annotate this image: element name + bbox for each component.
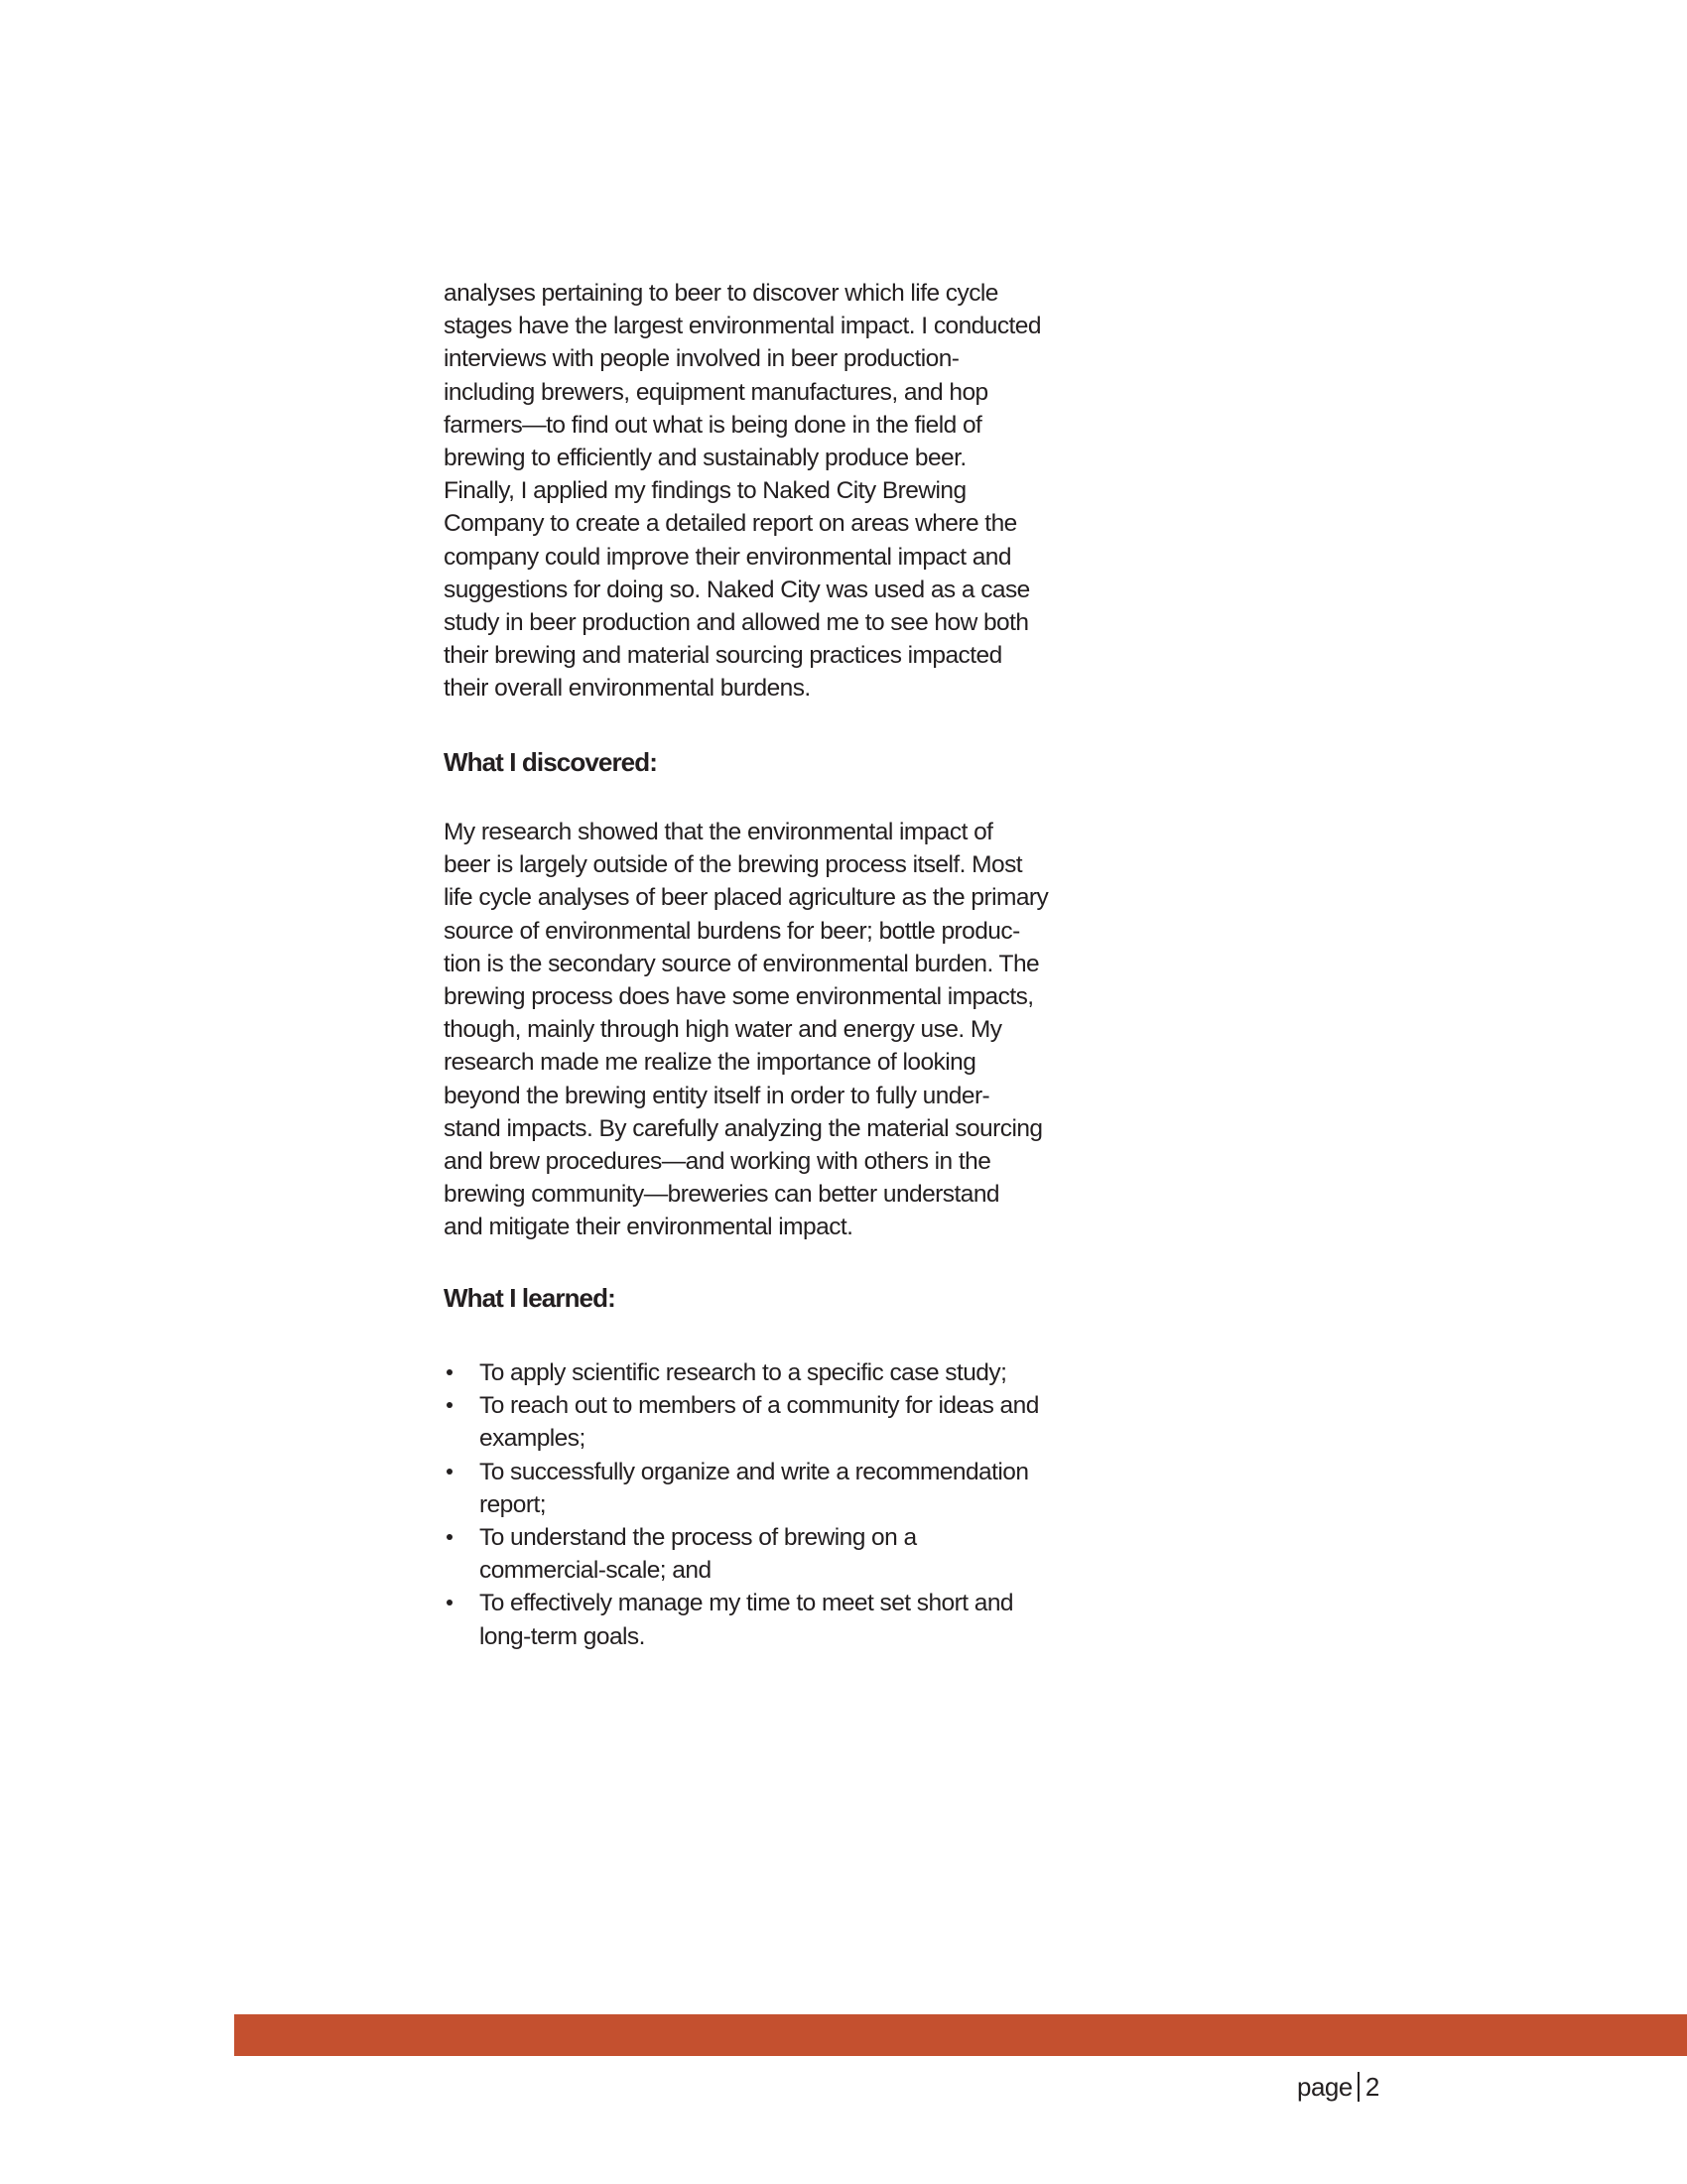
bullet-item xyxy=(444,1356,1138,1389)
paragraph-line: source of environmental burdens for beer; bottle produc- xyxy=(444,917,1020,945)
bullet-text-line: To effectively manage my time to meet set short and xyxy=(479,1590,1013,1617)
page-number-separator xyxy=(1358,2072,1360,2102)
paragraph-line: and mitigate their environmental impact. xyxy=(444,1214,853,1241)
paragraph-line: their overall environmental burdens. xyxy=(444,675,811,703)
bullet-text-line: To understand the process of brewing on a xyxy=(479,1523,917,1551)
paragraph-line: tion is the secondary source of environmental burden. The xyxy=(444,950,1040,977)
paragraph-line: interviews with people involved in beer production- xyxy=(444,345,960,373)
bullet-text-line: report; xyxy=(479,1490,546,1518)
paragraph-line: stand impacts. By carefully analyzing the material sourcing xyxy=(444,1114,1043,1142)
paragraph-line: beyond the brewing entity itself in order to fully under- xyxy=(444,1082,990,1109)
bullet-item xyxy=(444,1521,1138,1587)
paragraph-line: their brewing and material sourcing practices impacted xyxy=(444,642,1002,670)
paragraph-line: Company to create a detailed report on areas where the xyxy=(444,510,1017,538)
bullet-text-line: examples; xyxy=(479,1425,585,1453)
paragraph-line: life cycle analyses of beer placed agriculture as the primary xyxy=(444,884,1049,912)
paragraph-line: stages have the largest environmental impact. I conducted xyxy=(444,313,1041,340)
paragraph-line: brewing process does have some environmental impacts, xyxy=(444,982,1034,1010)
bullet-dot-icon xyxy=(447,1402,453,1408)
bullet-dot-icon xyxy=(447,1369,453,1375)
page-label: page xyxy=(1297,2072,1353,2102)
bullet-dot-icon xyxy=(447,1534,453,1540)
intro-paragraph xyxy=(444,277,1109,705)
page-number xyxy=(1297,2072,1379,2102)
paragraph-line: beer is largely outside of the brewing process itself. Most xyxy=(444,851,1023,879)
bullet-text-line: To successfully organize and write a recommendation xyxy=(479,1458,1029,1485)
paragraph-line: study in beer production and allowed me to see how both xyxy=(444,608,1029,636)
paragraph-line: company could improve their environmental impact and xyxy=(444,543,1011,571)
section-heading-discovered: What I discovered: xyxy=(444,747,657,777)
bullet-dot-icon xyxy=(447,1600,453,1606)
section-heading-learned: What I learned: xyxy=(444,1283,615,1313)
paragraph-line: analyses pertaining to beer to discover which life cycle xyxy=(444,280,998,307)
bullet-dot-icon xyxy=(447,1469,453,1475)
footer-accent-bar xyxy=(234,2014,1687,2056)
paragraph-line: though, mainly through high water and energy use. My xyxy=(444,1016,1002,1044)
paragraph-line: farmers—to find out what is being done in the field of xyxy=(444,411,982,439)
bullet-text-line: To apply scientific research to a specific case study; xyxy=(479,1359,1007,1386)
bullet-item xyxy=(444,1389,1138,1455)
paragraph-line: research made me realize the importance of looking xyxy=(444,1049,976,1077)
paragraph-line: brewing community—breweries can better understand xyxy=(444,1181,999,1209)
bullet-item xyxy=(444,1456,1138,1521)
learned-bullet-list xyxy=(444,1356,1138,1653)
bullet-text-line: commercial-scale; and xyxy=(479,1557,712,1585)
paragraph-line: brewing to efficiently and sustainably produce beer. xyxy=(444,444,967,471)
discovered-paragraph xyxy=(444,816,1109,1243)
paragraph-line: suggestions for doing so. Naked City was used as a case xyxy=(444,576,1030,603)
paragraph-line: Finally, I applied my findings to Naked City Brewing xyxy=(444,477,967,505)
bullet-text-line: long-term goals. xyxy=(479,1622,645,1650)
bullet-item xyxy=(444,1587,1138,1652)
paragraph-line: and brew procedures—and working with others in the xyxy=(444,1147,991,1175)
paragraph-line: including brewers, equipment manufactures, and hop xyxy=(444,378,988,406)
page-number-value: 2 xyxy=(1364,2072,1379,2102)
bullet-text-line: To reach out to members of a community for ideas and xyxy=(479,1392,1039,1420)
paragraph-line: My research showed that the environmental impact of xyxy=(444,819,993,845)
